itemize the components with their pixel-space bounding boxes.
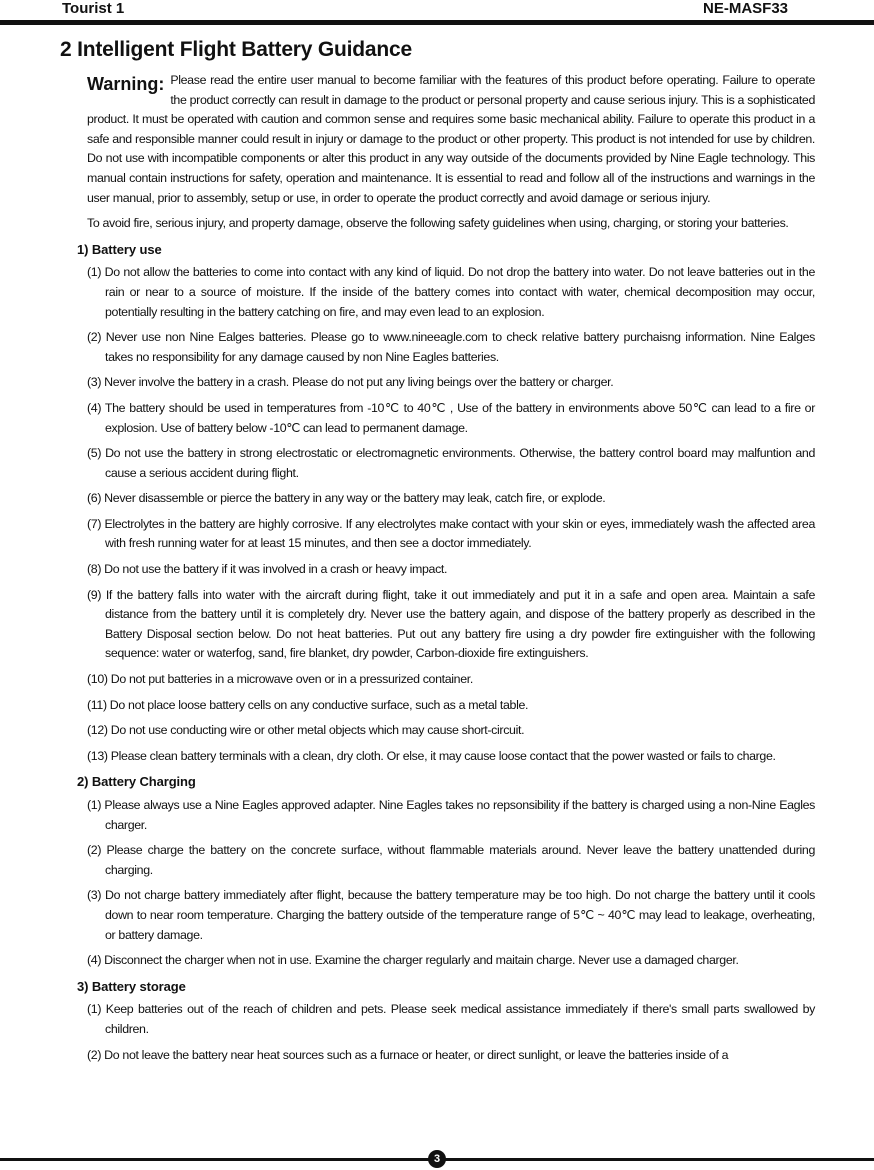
section-heading-battery-use: 1) Battery use <box>77 241 162 257</box>
list-item: (10) Do not put batteries in a microwave oven or in a pressurized container. <box>87 672 473 687</box>
list-item: (2) Do not leave the battery near heat sources such as a furnace or heater, or direct sunlight, or leave the batteries inside of a <box>87 1047 729 1062</box>
list-item: (7) Electrolytes in the battery are highly corrosive. If any electrolytes make contact with your skin or eyes, immediately wash the affected area with fresh running water for at least 15 minutes, and then see a doctor immediately. <box>87 516 815 551</box>
page-number-badge: 3 <box>428 1150 446 1168</box>
warning-paragraph <box>87 71 815 208</box>
document-body <box>77 71 815 1071</box>
guidelines-paragraph: To avoid fire, serious injury, and property damage, observe the following safety guidelines when using, charging, or storing your batteries. <box>87 216 789 231</box>
header-rule <box>0 20 874 25</box>
list-item: (3) Do not charge battery immediately after flight, because the battery temperature may be too high. Do not charge the battery until it cools down to near room temperature. Charging the battery outside of the temperature range of 5℃ ~ 40℃ may lead to leakage, overheating, or battery damage. <box>87 888 815 942</box>
header-model-code: NE-MASF33 <box>703 0 789 17</box>
list-item: (4) Disconnect the charger when not in use. Examine the charger regularly and maitain charge. Never use a damaged charger. <box>87 953 739 968</box>
warning-text: Please read the entire user manual to become familiar with the features of this product before operating. Failure to operate the product correctly can result in damage to the product or personal property and cause serious injury. This is a sophisticated product. It must be operated with caution and common sense and requires some basic mechanical ability. Failure to operate this product in a safe and responsible manner could result in injury or damage to the product or other property. This product is not intended for use by children. Do not use with incompatible components or alter this product in any way outside of the documents provided by Nine Eagle technology. This manual contain instructions for safety, operation and maintenance. It is essential to read and follow all of the instructions and warnings in the user manual, prior to assembly, setup or use, in order to operate the product correctly and avoid damage or serious injury. <box>87 73 815 205</box>
list-item: (11) Do not place loose battery cells on any conductive surface, such as a metal table. <box>87 697 529 712</box>
list-item: (2) Never use non Nine Ealges batteries. Please go to www.nineeagle.com to check relative battery purchaisng information. Nine Ealges takes no responsibility for any damage caused by non Nine Eagles batteries. <box>87 330 815 364</box>
list-item: (1) Do not allow the batteries to come into contact with any kind of liquid. Do not drop the battery into water. Do not leave batteries out in the rain or near to a source of moisture. If the inside of the battery comes into contact with water, chemical decomposition may occur, potentially resulting in the battery catching on fire, and may even lead to an explosion. <box>87 265 815 319</box>
list-item: (8) Do not use the battery if it was involved in a crash or heavy impact. <box>87 562 448 577</box>
section-heading-battery-storage: 3) Battery storage <box>77 978 186 994</box>
list-item: (12) Do not use conducting wire or other metal objects which may cause short-circuit. <box>87 723 525 738</box>
page-title: 2 Intelligent Flight Battery Guidance <box>60 38 412 61</box>
list-item: (13) Please clean battery terminals with a clean, dry cloth. Or else, it may cause loose contact that the power wasted or fails to charge. <box>87 748 776 763</box>
warning-label: Warning: <box>87 74 165 94</box>
section-heading-battery-charging: 2) Battery Charging <box>77 774 196 790</box>
list-item: (4) The battery should be used in temperatures from -10℃ to 40℃ , Use of the battery in environments above 50℃ can lead to a fire or explosion. Use of battery below -10℃ can lead to permanent damage. <box>87 400 815 435</box>
list-item: (1) Keep batteries out of the reach of children and pets. Please seek medical assistance immediately if there's small parts swallowed by children. <box>87 1002 815 1036</box>
list-item: (5) Do not use the battery in strong electrostatic or electromagnetic environments. Otherwise, the battery control board may malfuntion and cause a serious accident during flight. <box>87 446 815 480</box>
list-item: (2) Please charge the battery on the concrete surface, without flammable materials around. Never leave the battery unattended during charging. <box>87 843 815 877</box>
list-item: (3) Never involve the battery in a crash. Please do not put any living beings over the battery or charger. <box>87 375 614 390</box>
header-model-name: Tourist 1 <box>62 0 125 17</box>
page-header <box>0 0 874 18</box>
list-item: (6) Never disassemble or pierce the battery in any way or the battery may leak, catch fire, or explode. <box>87 491 606 506</box>
list-item: (1) Please always use a Nine Eagles approved adapter. Nine Eagles takes no repsonsibility if the battery is charged using a non-Nine Eagles charger. <box>87 798 815 832</box>
list-item: (9) If the battery falls into water with the aircraft during flight, take it out immediately and put it in a safe and open area. Maintain a safe distance from the battery until it is completely dry. Never use the battery again, and dispose of the battery properly as described in the Battery Disposal section below. Do not heat batteries. Put out any battery fire using a dry powder fire extinguisher with the following sequence: water or waterfog, sand, fire blanket, dry powder, Carbon-dioxide fire extinguishers. <box>87 587 815 661</box>
